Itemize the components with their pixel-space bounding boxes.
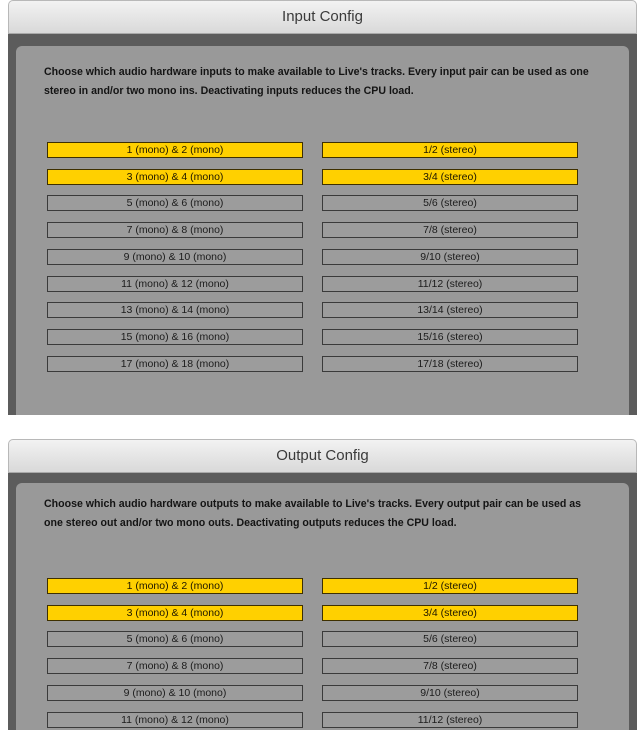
input-mono-toggle[interactable]: 7 (mono) & 8 (mono) xyxy=(47,222,303,238)
input-mono-toggle[interactable]: 9 (mono) & 10 (mono) xyxy=(47,249,303,265)
output-stereo-toggle[interactable]: 5/6 (stereo) xyxy=(322,631,578,647)
input-config-frame xyxy=(8,34,637,415)
input-stereo-toggle[interactable]: 3/4 (stereo) xyxy=(322,169,578,185)
input-config-description: Choose which audio hardware inputs to make available to Live's tracks. Every input pair can be used as one stereo in and/or two mono ins. Deactivating inputs reduces the CPU load. xyxy=(44,66,589,97)
output-config-description: Choose which audio hardware outputs to make available to Live's tracks. Every output pair can be used as one stereo out and/or two mono outs. Deactivating outputs reduces the CPU load. xyxy=(44,498,582,529)
output-mono-toggle[interactable]: 5 (mono) & 6 (mono) xyxy=(47,631,303,647)
output-config-panel xyxy=(16,483,629,730)
output-stereo-toggle[interactable]: 3/4 (stereo) xyxy=(322,605,578,621)
input-mono-toggle[interactable]: 11 (mono) & 12 (mono) xyxy=(47,276,303,292)
input-stereo-toggle[interactable]: 7/8 (stereo) xyxy=(322,222,578,238)
input-mono-toggle[interactable]: 5 (mono) & 6 (mono) xyxy=(47,195,303,211)
input-mono-toggle[interactable]: 1 (mono) & 2 (mono) xyxy=(47,142,303,158)
input-mono-toggle[interactable]: 17 (mono) & 18 (mono) xyxy=(47,356,303,372)
input-mono-toggle[interactable]: 3 (mono) & 4 (mono) xyxy=(47,169,303,185)
input-stereo-toggle[interactable]: 15/16 (stereo) xyxy=(322,329,578,345)
input-stereo-toggle[interactable]: 11/12 (stereo) xyxy=(322,276,578,292)
input-config-panel xyxy=(16,46,629,415)
output-stereo-toggle[interactable]: 7/8 (stereo) xyxy=(322,658,578,674)
input-stereo-toggle[interactable]: 17/18 (stereo) xyxy=(322,356,578,372)
output-mono-toggle[interactable]: 7 (mono) & 8 (mono) xyxy=(47,658,303,674)
input-mono-toggle[interactable]: 13 (mono) & 14 (mono) xyxy=(47,302,303,318)
output-stereo-toggle[interactable]: 9/10 (stereo) xyxy=(322,685,578,701)
input-stereo-toggle[interactable]: 1/2 (stereo) xyxy=(322,142,578,158)
input-mono-toggle[interactable]: 15 (mono) & 16 (mono) xyxy=(47,329,303,345)
input-config-title: Input Config xyxy=(8,0,637,34)
output-mono-toggle[interactable]: 3 (mono) & 4 (mono) xyxy=(47,605,303,621)
output-stereo-toggle[interactable]: 1/2 (stereo) xyxy=(322,578,578,594)
output-config-title: Output Config xyxy=(8,439,637,473)
input-config-window xyxy=(8,0,637,415)
input-stereo-toggle[interactable]: 5/6 (stereo) xyxy=(322,195,578,211)
output-config-window xyxy=(8,439,637,730)
output-config-frame xyxy=(8,473,637,730)
output-mono-toggle[interactable]: 1 (mono) & 2 (mono) xyxy=(47,578,303,594)
output-mono-toggle[interactable]: 9 (mono) & 10 (mono) xyxy=(47,685,303,701)
output-stereo-toggle[interactable]: 11/12 (stereo) xyxy=(322,712,578,728)
input-stereo-toggle[interactable]: 9/10 (stereo) xyxy=(322,249,578,265)
input-stereo-toggle[interactable]: 13/14 (stereo) xyxy=(322,302,578,318)
output-mono-toggle[interactable]: 11 (mono) & 12 (mono) xyxy=(47,712,303,728)
